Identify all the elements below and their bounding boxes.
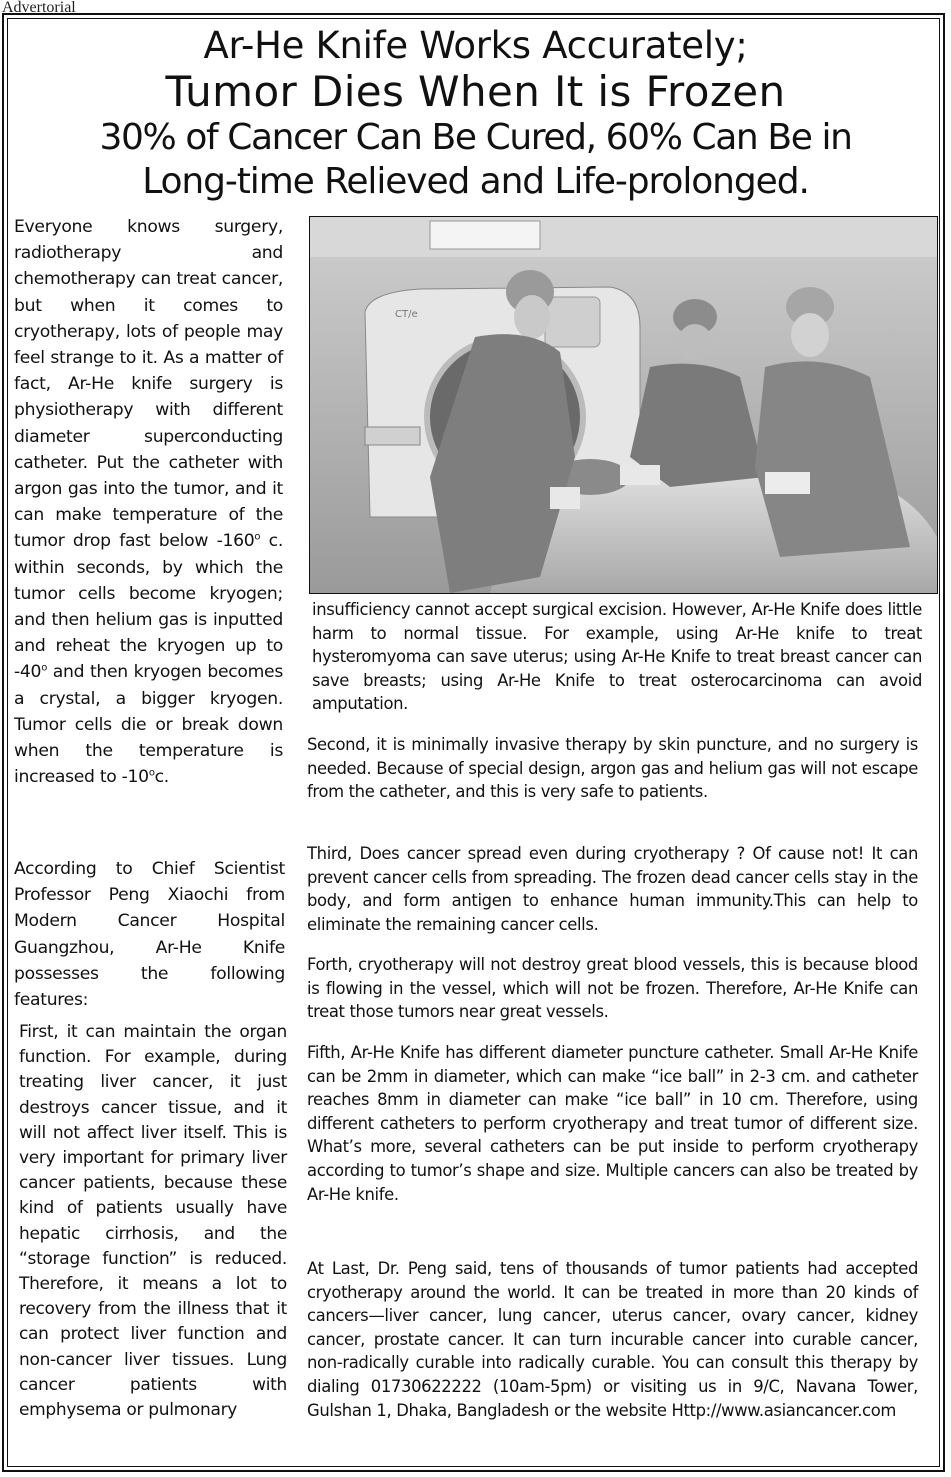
surgery-photo: [309, 216, 938, 594]
headline-line-2: Tumor Dies When It is Frozen: [165, 67, 786, 116]
scanner-label: CT/e: [395, 309, 418, 320]
right-paragraph-3: [307, 842, 918, 936]
intro-text-c: c. within seconds, by which the tumor cells become kryogen; and then helium gas is inputted and reheat the kryogen up to -40: [14, 531, 283, 683]
degree-symbol: o: [254, 531, 261, 543]
subheadline-line-1: 30% of Cancer Can Be Cured, 60% Can Be in: [99, 117, 852, 158]
degree-symbol: o: [148, 767, 155, 779]
subheadline-line-2: Long-time Relieved and Life-prolonged.: [142, 161, 809, 202]
right-text-1: insufficiency cannot accept surgical excision. However, Ar-He Knife does little harm to normal tissue. For example, using Ar-He knife to treat hysteromyoma can save uterus; using Ar-He Knife to treat breast cancer can save breasts; using Ar-He Knife to treat osterocarcinoma can avoid amputation.: [312, 600, 922, 714]
left-features-paragraph: [14, 856, 285, 1013]
forth-feature: Forth, cryotherapy will not destroy great blood vessels, this is because blood is flowing in the vessel, which will not be frozen. Therefore, Ar-He Knife can treat those tumors near great vessels.: [307, 955, 918, 1022]
left-first-feature-paragraph: [19, 1020, 287, 1423]
degree-symbol: o: [41, 662, 48, 674]
temp-minus-160: -160: [216, 531, 255, 552]
right-paragraph-5: [307, 1041, 918, 1206]
features-intro: According to Chief Scientist Professor Peng Xiaochi from Modern Cancer Hospital Guangzhou, Ar-He Knife possesses the following features:: [14, 859, 285, 1011]
right-paragraph-2: [307, 733, 918, 804]
operating-room-illustration: [310, 217, 937, 593]
intro-text-a: Everyone knows surgery, radiotherapy and chemotherapy can treat cancer, but when it comes to cryotherapy, lots of people may feel strange to it. As a matter of fact, Ar-He knife surgery is physiotherapy with different diameter superconducting catheter. Put the catheter with argon gas into the tumor, and it can make temperature of the tumor drop fast below: [14, 217, 283, 552]
left-intro-paragraph: [14, 214, 283, 790]
intro-text-d: and then kryogen becomes a crystal, a bigger kryogen. Tumor cells die or break down when the temperature is increased to -10: [14, 662, 283, 788]
closing-paragraph: At Last, Dr. Peng said, tens of thousands of tumor patients had accepted cryotherapy around the world. It can be treated in more than 20 kinds of cancers—liver cancer, lung cancer, uterus cancer, ovary cancer, kidney cancer, prostate cancer. It can turn incurable cancer into curable cancer, non-radically curable into radically curable. You can consult this therapy by dialing 01730622222 (10am-5pm) or visiting us in 9/C, Navana Tower, Gulshan 1, Dhaka, Bangladesh or the website Http://www.asiancancer.com: [307, 1259, 918, 1420]
right-paragraph-1: [312, 598, 922, 716]
right-paragraph-6: [307, 1257, 918, 1422]
intro-text-e: c.: [154, 767, 169, 788]
fifth-feature: Fifth, Ar-He Knife has different diameter puncture catheter. Small Ar-He Knife can be 2mm in diameter, which can make “ice ball” in 2-3 cm. and catheter reaches 8mm in diameter can make “ice ball” in 10 cm. Therefore, using different catheters to perform cryotherapy and treat tumor of different size. What’s more, several catheters can be put inside to perform cryotherapy according to tumor’s shape and size. Multiple cancers can also be treated by Ar-He knife.: [307, 1043, 918, 1204]
right-paragraph-4: [307, 953, 918, 1024]
second-feature: Second, it is minimally invasive therapy by skin puncture, and no surgery is needed. Because of special design, argon gas and helium gas will not escape from the catheter, and this is very safe to patients.: [307, 735, 918, 802]
headline-line-1: Ar-He Knife Works Accurately;: [203, 24, 748, 67]
third-feature: Third, Does cancer spread even during cryotherapy ? Of cause not! It can prevent cancer cells from spreading. The frozen dead cancer cells stay in the body, and form antigen to enhance human immunity.This can help to eliminate the remaining cancer cells.: [307, 844, 918, 934]
ceiling-light: [430, 221, 540, 249]
first-feature: First, it can maintain the organ function. For example, during treating liver cancer, it just destroys cancer tissue, and it will not affect liver itself. This is very important for primary liver cancer patients, because these kind of patients usually have hepatic cirrhosis, and the “storage function” is reduced. Therefore, it means a lot to recovery from the illness that it can protect liver function and non-cancer liver tissues. Lung cancer patients with emphysema or pulmonary: [19, 1022, 287, 1421]
advertorial-label: Advertorial: [2, 0, 76, 16]
